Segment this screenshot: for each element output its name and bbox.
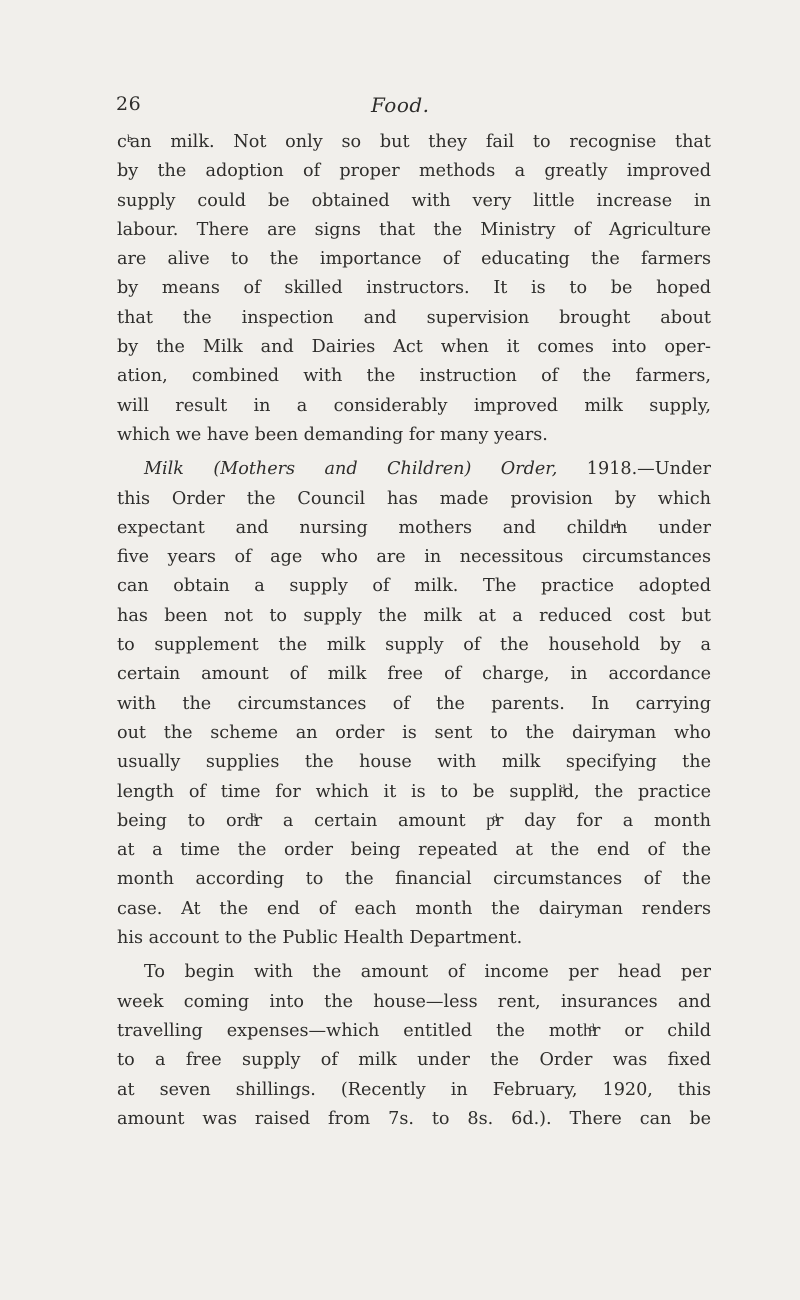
order-title: Milk (Mothers and Children) Order, [144, 459, 558, 480]
text-line: month according to the financial circumstances of the [117, 869, 711, 890]
text-line: by the Milk and Dairies Act when it comes into oper- [117, 337, 711, 358]
page-number: 26 [116, 93, 142, 115]
text-line: by the adoption of proper methods a greatly improved [117, 161, 711, 182]
section-heading-line [117, 455, 711, 484]
text-line: with the circumstances of the parents. In carrying [117, 693, 711, 714]
text-line: amount was raised from 7s. to 8s. 6d.). There can be [117, 1108, 711, 1129]
running-title: Food. [371, 93, 430, 117]
text-line: which we have been demanding for many years. [117, 424, 548, 445]
text-line: this Order the Council has made provision by which [117, 488, 711, 509]
text-line: that the inspection and supervision brought about [117, 307, 711, 328]
text-line: at seven shillings. (Recently in February, 1920, this [117, 1079, 711, 1100]
text-line: out the scheme an order is sent to the dairyman who [117, 722, 711, 743]
text-line: are alive to the importance of educating the farmers [117, 249, 711, 270]
paragraph-2 [117, 455, 711, 953]
text-line: has been not to supply the milk at a reduced cost but [117, 605, 711, 626]
text-line: travelling expenses—which entitled the mothͩr or child [117, 1020, 711, 1041]
text-line: expectant and nursing mothers and childrͩn under [117, 517, 711, 538]
text-line: at a time the order being repeated at the end of the [117, 840, 711, 861]
text-line: ation, combined with the instruction of the farmers, [117, 366, 711, 387]
page-header [116, 93, 712, 125]
text-line: case. At the end of each month the dairyman renders [117, 898, 711, 919]
text-line: will result in a considerably improved milk supply, [117, 395, 711, 416]
text-line: to supplement the milk supply of the household by a [117, 635, 711, 656]
text-line: his account to the Public Health Department. [117, 928, 523, 949]
text-line: To begin with the amount of income per head per [144, 962, 711, 983]
order-year: 1918.—Under [557, 459, 711, 480]
text-line: labour. There are signs that the Ministry of Agriculture [117, 219, 711, 240]
body-text [117, 128, 711, 1134]
text-line: usually supplies the house with milk specifying the [117, 752, 711, 773]
text-line: by means of skilled instructors. It is to be hoped [117, 278, 711, 299]
paragraph-1 [117, 128, 711, 450]
text-line: supply could be obtained with very little increase in [117, 190, 711, 211]
paragraph-3 [117, 958, 711, 1134]
text-line: length of time for which it is to be suppliͩd, the practice [117, 781, 711, 802]
text-line: certain amount of milk free of charge, in accordance [117, 664, 711, 685]
text-line: to a free supply of milk under the Order was fixed [117, 1050, 711, 1071]
text-line: five years of age who are in necessitous circumstances [117, 547, 711, 568]
text-line: cˡͤan milk. Not only so but they fail to recognise that [117, 132, 711, 152]
text-line: can obtain a supply of milk. The practice adopted [117, 576, 711, 597]
text-line: being to ordͩr a certain amount pͩr day for a month [117, 810, 711, 831]
text-line: week coming into the house—less rent, insurances and [117, 991, 711, 1012]
